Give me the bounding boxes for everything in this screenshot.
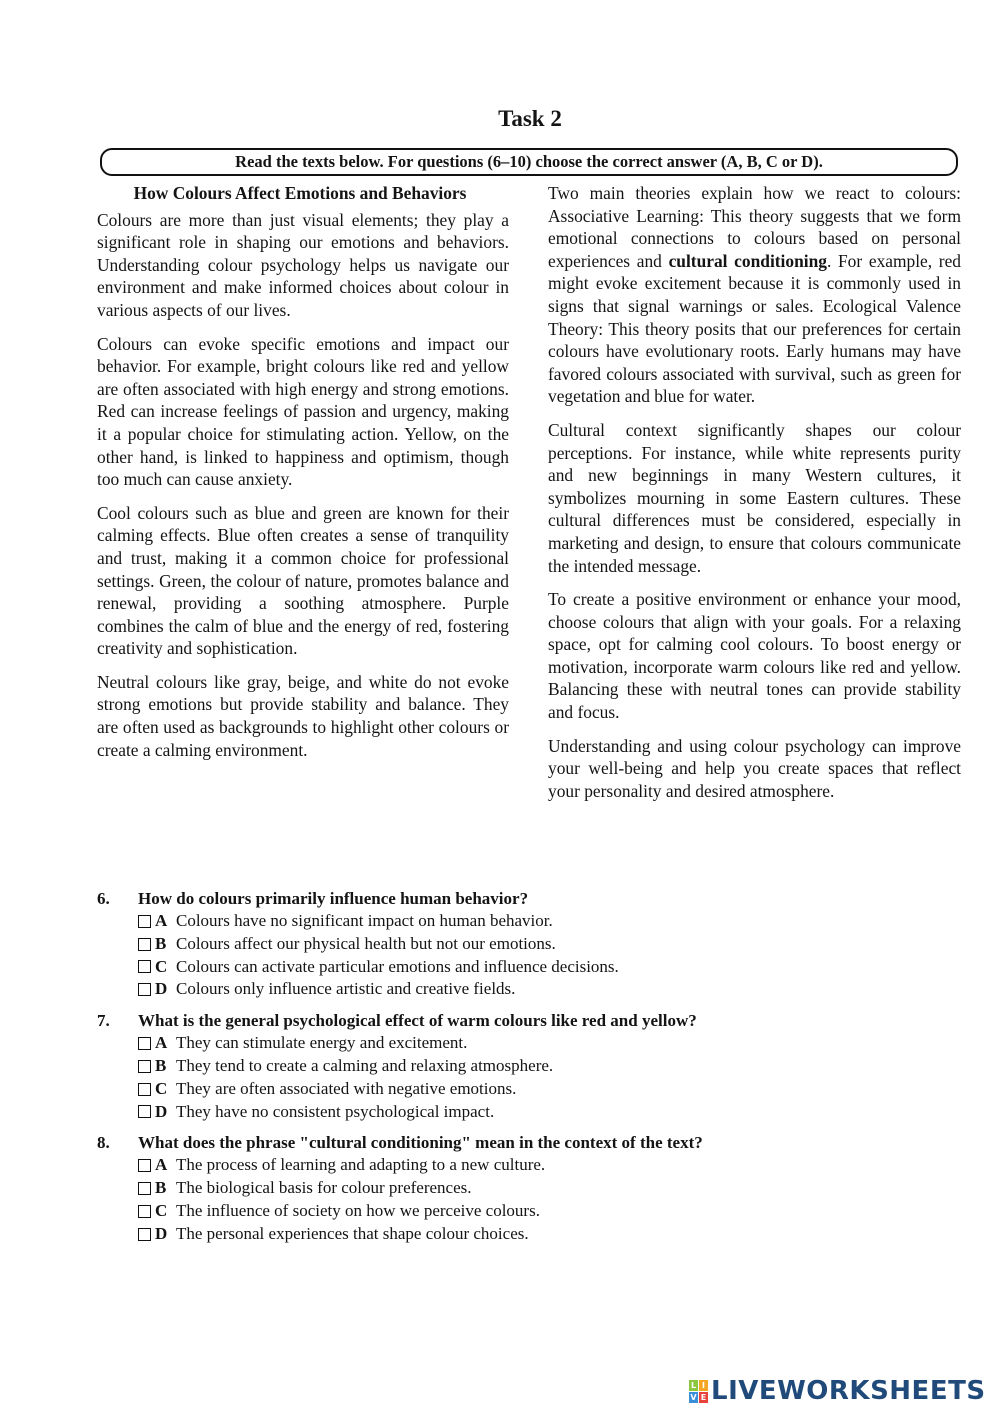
paragraph: Cultural context significantly shapes our colour perceptions. For instance, while white represents purity and new beginnings in many Western cultures, it symbolizes mourning in some Eastern cultures. These cultural differences must be considered, especially in marketing and design, to ensure that colours communicate the intended message. bbox=[548, 419, 961, 576]
question-text: What is the general psychological effect of warm colours like red and yellow? bbox=[138, 1011, 697, 1031]
checkbox[interactable] bbox=[138, 915, 151, 928]
article-title: How Colours Affect Emotions and Behaviors bbox=[133, 183, 467, 203]
logo-block: I bbox=[699, 1380, 708, 1391]
option-text: Colours only influence artistic and creative fields. bbox=[176, 979, 516, 999]
option-d[interactable] bbox=[97, 1101, 957, 1124]
option-text: The process of learning and adapting to a new culture. bbox=[176, 1155, 546, 1175]
option-text: The personal experiences that shape colour choices. bbox=[176, 1223, 529, 1243]
option-letter: C bbox=[155, 1078, 168, 1098]
paragraph-theories bbox=[548, 182, 961, 408]
option-c[interactable] bbox=[97, 1078, 957, 1101]
option-letter: A bbox=[155, 1033, 168, 1053]
paragraph: To create a positive environment or enhance your mood, choose colours that align with your goals. For a relaxing space, opt for calming cool colours. To boost energy or motivation, incorporate warm colours like red and yellow. Balancing these with neutral tones can provide stability and focus. bbox=[548, 589, 961, 723]
paragraph: Colours are more than just visual elements; they play a significant role in shaping our emotions and behaviors. Understanding colour psychology helps us navigate our environment and make informed choices about colour in various aspects of our lives. bbox=[97, 209, 509, 320]
option-a[interactable] bbox=[97, 1032, 957, 1055]
question-text: How do colours primarily influence human behavior? bbox=[138, 889, 529, 908]
option-b[interactable] bbox=[97, 1055, 957, 1078]
logo-block: V bbox=[690, 1392, 697, 1402]
checkbox[interactable] bbox=[138, 983, 151, 996]
checkbox[interactable] bbox=[138, 1083, 151, 1096]
option-b[interactable] bbox=[97, 1177, 957, 1200]
option-c[interactable] bbox=[97, 956, 957, 979]
checkbox[interactable] bbox=[138, 1205, 151, 1218]
option-text: They can stimulate energy and excitement. bbox=[176, 1033, 468, 1053]
option-a[interactable] bbox=[97, 1154, 957, 1177]
option-letter: B bbox=[155, 933, 167, 953]
option-text: They tend to create a calming and relaxing atmosphere. bbox=[176, 1055, 554, 1075]
article-right-column bbox=[548, 182, 961, 813]
option-text: They have no consistent psychological impact. bbox=[176, 1101, 495, 1121]
text-span: . For example, red might evoke excitement because it is commonly used in signs that signal warnings or sales. Ecological Valence Theory: This theory posits that our preferences for certain colours have evolutionary roots. Early humans may have favored colours associated with survival, such as green for vegetation and blue for water. bbox=[548, 250, 961, 407]
option-letter: B bbox=[155, 1178, 167, 1198]
questions-section bbox=[97, 887, 957, 1254]
live-blocks-icon bbox=[689, 1380, 708, 1403]
logo-block: L bbox=[690, 1380, 697, 1390]
text-span: Two main theories explain how we react to colours: Associative Learning: This theory suggests that we form emotional connections to colours based on personal experiences and bbox=[548, 183, 961, 271]
paragraph: Cool colours such as blue and green are known for their calming effects. Blue often creates a sense of tranquility and trust, making it a common choice for professional settings. Green, the colour of nature, promotes balance and renewal, providing a soothing atmosphere. Purple combines the calm of blue and the energy of red, fostering creativity and sophistication. bbox=[97, 502, 509, 659]
logo-block: E bbox=[700, 1392, 707, 1402]
option-letter: C bbox=[155, 956, 168, 976]
liveworksheets-logo bbox=[689, 1376, 986, 1406]
option-letter: D bbox=[155, 1101, 168, 1121]
question-number: 6. bbox=[97, 889, 110, 908]
option-text: Colours have no significant impact on human behavior. bbox=[176, 911, 553, 930]
checkbox[interactable] bbox=[138, 1105, 151, 1118]
question-text: What does the phrase "cultural conditioning" mean in the context of the text? bbox=[138, 1133, 703, 1153]
option-text: Colours affect our physical health but not our emotions. bbox=[176, 933, 556, 953]
option-text: Colours can activate particular emotions and influence decisions. bbox=[176, 956, 619, 976]
option-c[interactable] bbox=[97, 1200, 957, 1223]
option-letter: B bbox=[155, 1055, 167, 1075]
option-text: The influence of society on how we perceive colours. bbox=[176, 1200, 540, 1220]
checkbox[interactable] bbox=[138, 938, 151, 951]
question-6 bbox=[97, 887, 957, 1001]
option-letter: C bbox=[155, 1200, 168, 1220]
task-title: Task 2 bbox=[498, 106, 562, 131]
checkbox[interactable] bbox=[138, 1228, 151, 1241]
question-7 bbox=[97, 1009, 957, 1123]
option-d[interactable] bbox=[97, 1223, 957, 1246]
option-letter: D bbox=[155, 1223, 168, 1243]
checkbox[interactable] bbox=[138, 1159, 151, 1172]
highlighted-term: cultural conditioning bbox=[668, 250, 827, 271]
option-text: They are often associated with negative emotions. bbox=[176, 1078, 517, 1098]
question-number: 7. bbox=[97, 1011, 110, 1031]
option-text: The biological basis for colour preferences. bbox=[176, 1178, 472, 1198]
question-number: 8. bbox=[97, 1133, 110, 1153]
option-letter: A bbox=[155, 1155, 168, 1175]
checkbox[interactable] bbox=[138, 1060, 151, 1073]
option-b[interactable] bbox=[97, 933, 957, 956]
instructions-box: Read the texts below. For questions (6–10) choose the correct answer (A, B, C or D). bbox=[100, 148, 958, 176]
checkbox[interactable] bbox=[138, 1037, 151, 1050]
option-letter: A bbox=[155, 911, 168, 930]
paragraph: Colours can evoke specific emotions and impact our behavior. For example, bright colours like red and yellow are often associated with high energy and strong emotions. Red can increase feelings of passion and urgency, making it a popular choice for stimulating action. Yellow, on the other hand, is linked to happiness and optimism, though too much can cause anxiety. bbox=[97, 333, 509, 490]
checkbox[interactable] bbox=[138, 960, 151, 973]
logo-text: LIVEWORKSHEETS bbox=[711, 1376, 986, 1406]
checkbox[interactable] bbox=[138, 1182, 151, 1195]
option-letter: D bbox=[155, 979, 168, 999]
question-8 bbox=[97, 1131, 957, 1245]
option-a[interactable] bbox=[97, 910, 957, 933]
paragraph: Neutral colours like gray, beige, and white do not evoke strong emotions but provide stability and balance. They are often used as backgrounds to highlight other colours or create a calming environment. bbox=[97, 671, 509, 760]
paragraph: Understanding and using colour psychology can improve your well-being and help you create spaces that reflect your personality and desired atmosphere. bbox=[548, 735, 961, 801]
option-d[interactable] bbox=[97, 978, 957, 1001]
article-left-column bbox=[97, 182, 509, 772]
